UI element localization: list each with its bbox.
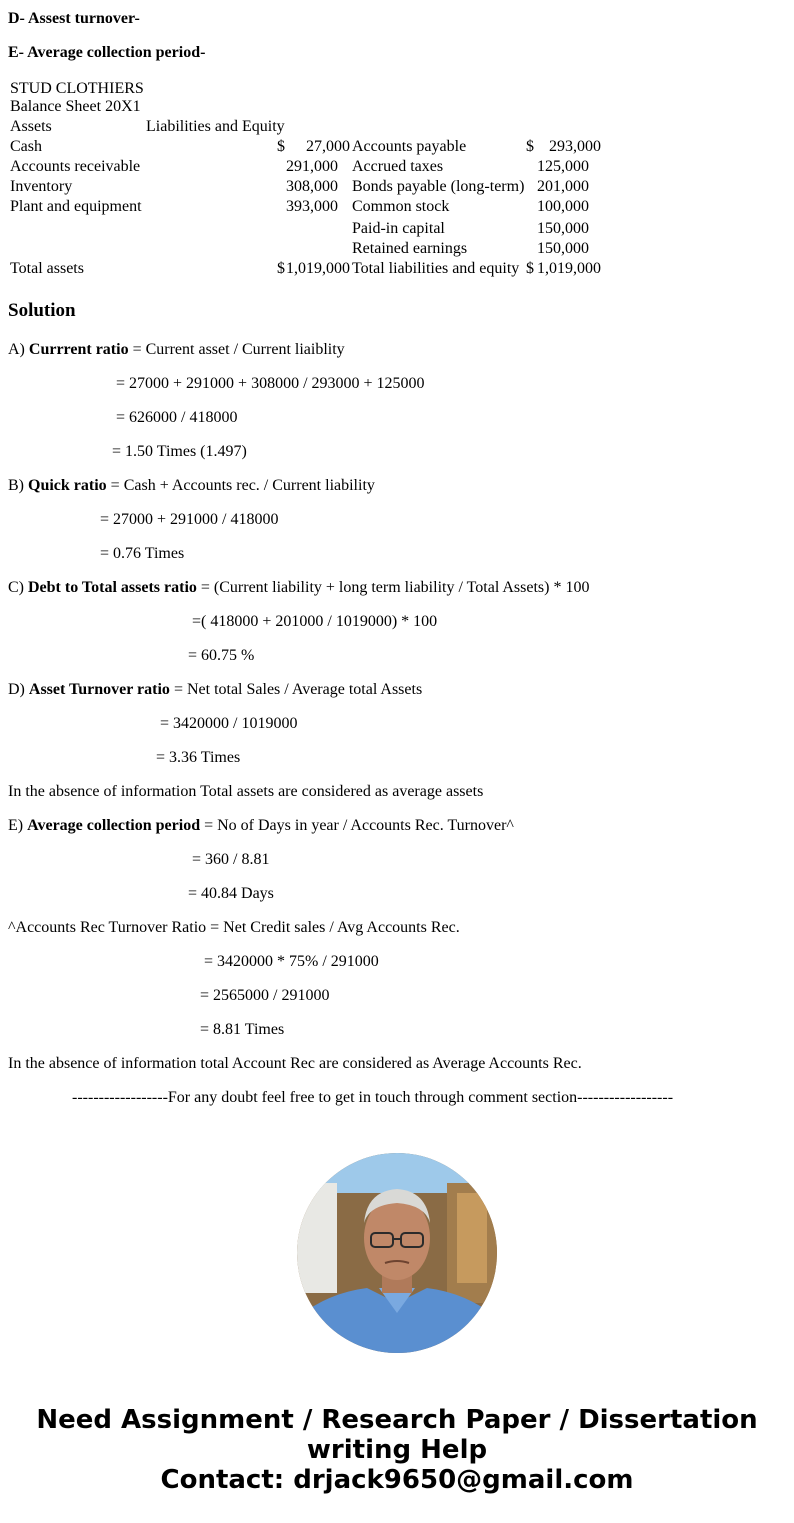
asset-value: 308,000 (286, 178, 338, 195)
liability-value: 201,000 (537, 178, 589, 195)
liabilities-header: Liabilities and Equity (146, 118, 285, 135)
assets-header: Assets (10, 118, 52, 135)
total-le-label: Total liabilities and equity (352, 260, 520, 277)
total-le-value: 1,019,000 (537, 260, 601, 277)
promo-line: writing Help (306, 1435, 488, 1465)
calc-line: = 2565000 / 291000 (200, 987, 330, 1004)
liability-value: 125,000 (537, 158, 589, 175)
calc-line: = 1.50 Times (1.497) (112, 443, 247, 460)
calc-line: = 360 / 8.81 (192, 851, 270, 868)
asset-turnover-formula: D) Asset Turnover ratio = Net total Sales / Average total Assets (8, 681, 423, 698)
asset-value: 393,000 (286, 198, 338, 215)
asset-name: Inventory (10, 178, 73, 195)
asset-value: 27,000 (306, 138, 350, 155)
calc-line: = 0.76 Times (100, 545, 185, 562)
debt-ratio-formula: C) Debt to Total assets ratio = (Current liability + long term liability / Total Assets) * 100 (8, 579, 590, 596)
company-name: STUD CLOTHIERS (10, 80, 144, 97)
ar-turnover-formula: ^Accounts Rec Turnover Ratio = Net Credit sales / Avg Accounts Rec. (8, 919, 460, 936)
calc-line: = 27000 + 291000 / 418000 (100, 511, 279, 528)
question-d-label: D- Assest turnover- (8, 10, 140, 27)
liability-name: Common stock (352, 198, 450, 215)
liability-name: Bonds payable (long-term) (352, 178, 525, 195)
liability-name: Paid-in capital (352, 220, 445, 237)
asset-name: Accounts receivable (10, 158, 141, 175)
person-photo-icon (297, 1153, 497, 1353)
asset-value: 291,000 (286, 158, 338, 175)
liability-name: Accrued taxes (352, 158, 444, 175)
promo-line: Need Assignment / Research Paper / Dissertation (36, 1405, 758, 1435)
closing-message: ------------------For any doubt feel free to get in touch through comment section------------------ (72, 1089, 674, 1106)
sheet-title: Balance Sheet 20X1 (10, 98, 141, 115)
liability-value: 150,000 (537, 240, 589, 257)
total-assets-value: 1,019,000 (286, 260, 350, 277)
dollar-sign: $ (526, 138, 534, 155)
note-text: In the absence of information total Account Rec are considered as Average Accounts Rec. (8, 1055, 582, 1072)
collection-period-formula: E) Average collection period = No of Days in year / Accounts Rec. Turnover^ (8, 817, 514, 834)
calc-line: = 3.36 Times (156, 749, 241, 766)
promo-contact: Contact: drjack9650@gmail.com (160, 1465, 634, 1495)
solution-heading: Solution (8, 300, 76, 321)
calc-line: = 626000 / 418000 (116, 409, 238, 426)
calc-line: =( 418000 + 201000 / 1019000) * 100 (192, 613, 438, 630)
dollar-sign: $ (526, 260, 534, 277)
dollar-sign: $ (277, 260, 285, 277)
calc-line: = 3420000 / 1019000 (160, 715, 298, 732)
calc-line: = 8.81 Times (200, 1021, 285, 1038)
total-assets-label: Total assets (10, 260, 84, 277)
liability-value: 293,000 (549, 138, 601, 155)
dollar-sign: $ (277, 138, 285, 155)
calc-line: = 40.84 Days (188, 885, 274, 902)
question-e-label: E- Average collection period- (8, 44, 206, 61)
liability-name: Accounts payable (352, 138, 467, 155)
asset-name: Plant and equipment (10, 198, 142, 215)
current-ratio-formula: A) Currrent ratio = Current asset / Current liaiblity (8, 341, 345, 358)
asset-name: Cash (10, 138, 42, 155)
author-avatar (297, 1153, 497, 1353)
calc-line: = 60.75 % (188, 647, 255, 664)
note-text: In the absence of information Total assets are considered as average assets (8, 783, 484, 800)
liability-value: 150,000 (537, 220, 589, 237)
quick-ratio-formula: B) Quick ratio = Cash + Accounts rec. / Current liability (8, 477, 375, 494)
liability-name: Retained earnings (352, 240, 468, 257)
calc-line: = 3420000 * 75% / 291000 (204, 953, 379, 970)
calc-line: = 27000 + 291000 + 308000 / 293000 + 125000 (116, 375, 425, 392)
liability-value: 100,000 (537, 198, 589, 215)
